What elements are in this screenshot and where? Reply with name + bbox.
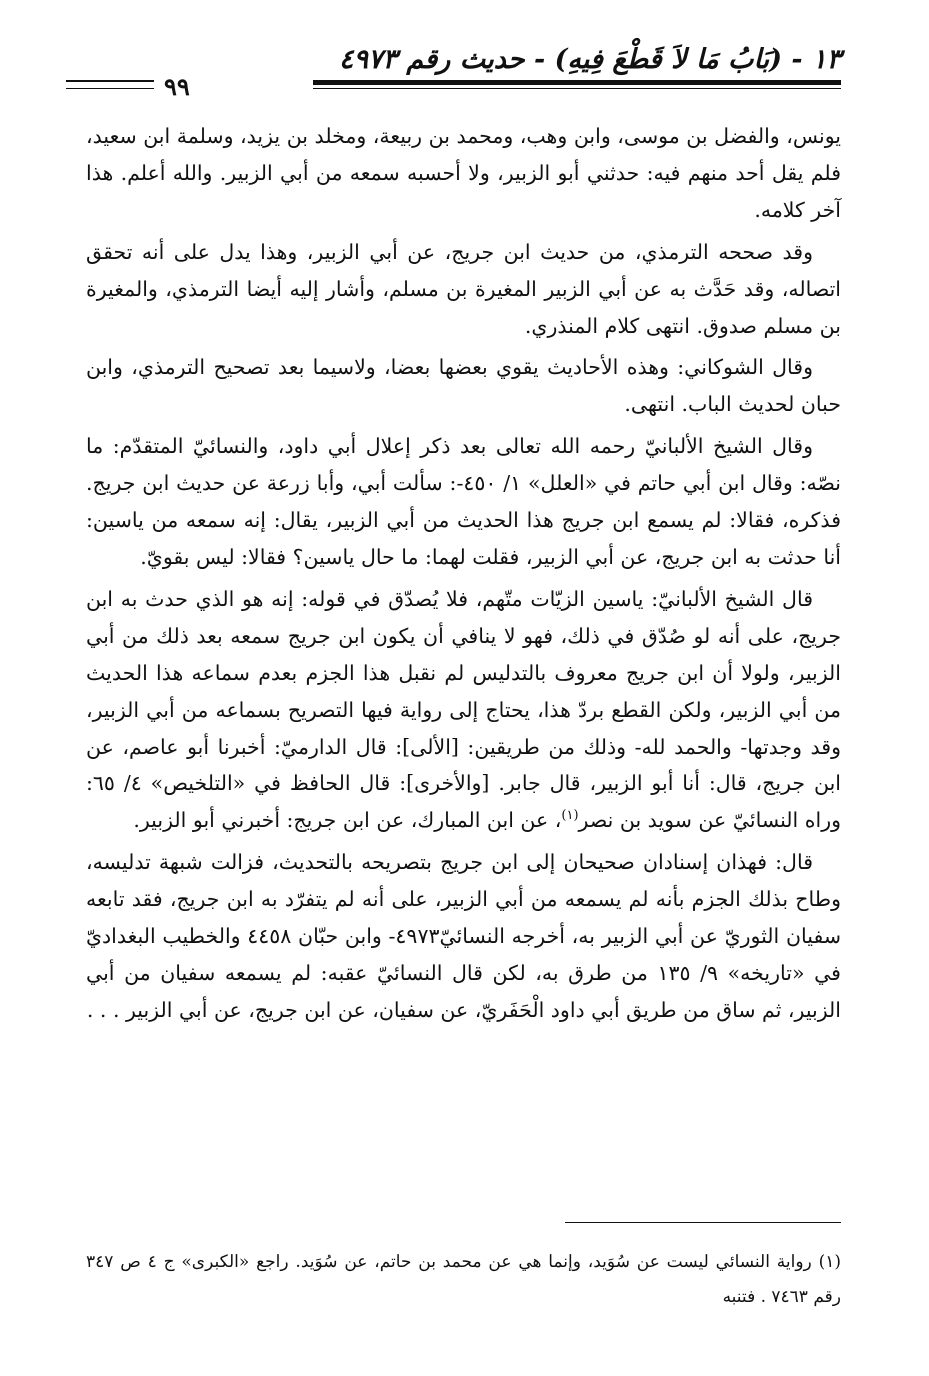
footnote: (١) رواية النسائي ليست عن سُوَيد، وإنما هي عن محمد بن حاتم، عن سُوَيد. راجع «الكبرى» ج ٤ ص ٣٤٧ رقم ٧٤٦٣ . فتنبه	[86, 1252, 841, 1307]
paragraph-with-footnote	[86, 581, 841, 839]
footnote-separator	[565, 1222, 841, 1223]
header-title: ١٣ - (بَابُ مَا لاَ قَطْعَ فِيهِ) - حديث رقم ٤٩٧٣	[339, 44, 841, 75]
page-number: ٩٩	[164, 72, 190, 101]
paragraph: وقال الشوكاني: وهذه الأحاديث يقوي بعضها بعضا، ولاسيما بعد تصحيح الترمذي، وابن حبان لحديث الباب. انتهى.	[86, 355, 841, 417]
header-rule-thin	[313, 88, 841, 89]
paragraph: وقال الشيخ الألبانيّ رحمه الله تعالى بعد ذكر إعلال أبي داود، والنسائيّ المتقدّم: ما نصّه: وقال ابن أبي حاتم في «العلل» ١/ ٤٥٠-: سألت أبي، وأبا زرعة عن حديث ابن جريج. فذكره، فقالا: لم يسمع ابن جريج هذا الحديث من أبي الزبير، يقال: إنه سمعه من ياسين: أنا حدثت به ابن جريج، عن أبي الزبير، فقلت لهما: ما حال ياسين؟ فقالا: ليس بقويّ.	[86, 434, 841, 569]
running-header	[66, 44, 841, 101]
header-rule-left	[66, 80, 154, 82]
header-rule-left-thin	[66, 88, 154, 89]
main-text	[86, 118, 841, 1034]
paragraph: قال: فهذان إسنادان صحيحان إلى ابن جريج بتصريحه بالتحديث، فزالت شبهة تدليسه، وطاح بذلك الجزم بأنه لم يسمعه من أبي الزبير، على أنه لم يتفرّد به ابن جريج، فقد تابعه سفيان الثوريّ عن أبي الزبير به، أخرجه النسائيّ٤٩٧٣- وابن حبّان ٤٤٥٨ والخطيب البغداديّ في «تاريخه» ٩/ ١٣٥ من طرق به، لكن قال النسائيّ عقبه: لم يسمعه سفيان من أبي الزبير، ثم ساق من طريق أبي داود الْحَفَريّ، عن سفيان، عن ابن جريج، عن أبي الزبير . . .	[86, 850, 841, 1022]
paragraph-text: قال الشيخ الألبانيّ: ياسين الزيّات متّهم، فلا يُصدّق في قوله: إنه هو الذي حدث به ابن جريج، على أنه لو صُدّق في ذلك، فهو لا ينافي أن يكون ابن جريج سمعه بعد ذلك من أبي الزبير، ولولا أن ابن جريج معروف بالتدليس لم نقبل هذا الجزم بعدم سماعه هذا الحديث من أبي الزبير، ولكن القطع بردّ هذا، يحتاج إلى رواية فيها التصريح بسماعه من أبي الزبير، وقد وجدتها- والحمد لله- وذلك من طريقين: [الألى]: قال الدارميّ: أخبرنا أبو عاصم، عن ابن جريج، قال: أنا أبو الزبير، قال جابر. [والأخرى]: قال الحافظ في «التلخيص» ٤/ ٦٥: وراه النسائيّ عن سويد بن نصر	[86, 586, 841, 833]
header-rule-thick	[313, 80, 841, 85]
paragraph: وقد صححه الترمذي، من حديث ابن جريج، عن أبي الزبير، وهذا يدل على أنه تحقق اتصاله، وقد حَدَّث به عن أبي الزبير المغيرة بن مسلم، وأشار إليه أيضا الترمذي، والمغيرة بن مسلم صدوق. انتهى كلام المنذري.	[86, 239, 841, 338]
footnote-reference[interactable]: (١)	[561, 808, 579, 824]
paragraph-text-tail: ، عن ابن المبارك، عن ابن جريج: أخبرني أبو الزبير.	[133, 808, 562, 833]
paragraph: يونس، والفضل بن موسى، وابن وهب، ومحمد بن ربيعة، ومخلد بن يزيد، وسلمة ابن سعيد، فلم يقل أحد منهم فيه: حدثني أبو الزبير، ولا أحسبه سمعه من أبي الزبير. والله أعلم. هذا آخر كلامه.	[86, 124, 841, 222]
